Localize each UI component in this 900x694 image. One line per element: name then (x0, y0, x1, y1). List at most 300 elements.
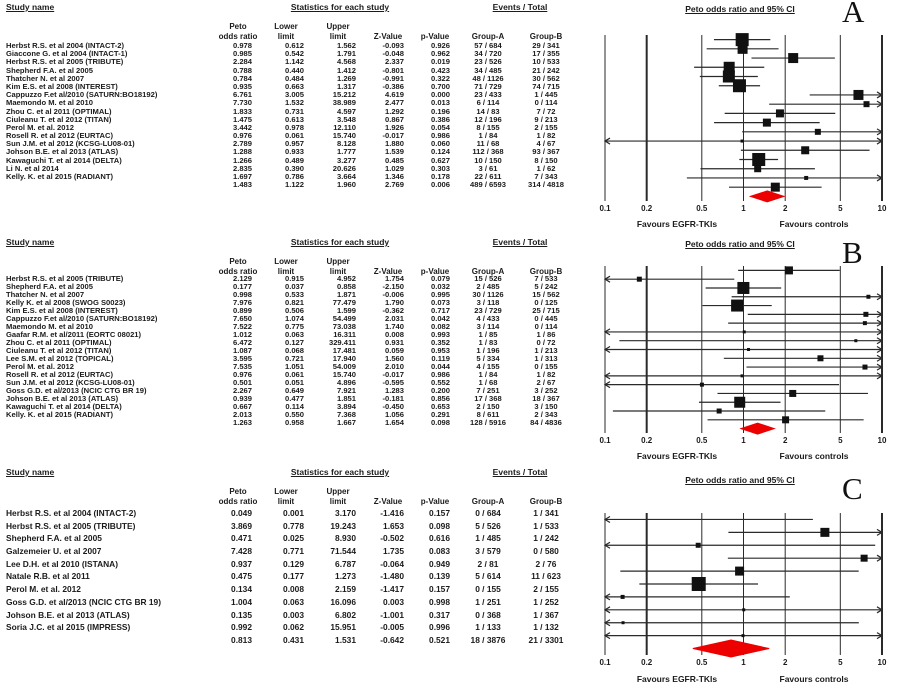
study-name: Soria J.C. et al 2015 (IMPRESS) (6, 622, 131, 633)
summary-row (4, 634, 582, 647)
cell-p_value: 0.044 (430, 363, 450, 371)
cell-p_value: 0.700 (430, 82, 450, 91)
study-name-header: Study name (6, 2, 55, 12)
estimate-marker (815, 129, 821, 135)
study-name: Ciuleanu T. et al 2012 (TITAN) (6, 347, 112, 355)
cell-events_group_a: 34 / 485 (474, 66, 502, 75)
table-row (4, 596, 582, 609)
cell-peto_odds_ratio: 0.976 (232, 371, 252, 379)
cell-p_value: 0.006 (430, 181, 450, 190)
cell-upper_limit: 7.368 (336, 411, 356, 419)
study-name: Herbst R.S. et al 2005 (TRIBUTE) (6, 58, 124, 67)
cell-peto_odds_ratio: 1.288 (232, 148, 252, 157)
cell-peto_odds_ratio: 1.697 (232, 173, 252, 181)
cell-events_group_b: 0 / 114 (534, 99, 558, 108)
cell-peto_odds_ratio: 1.483 (232, 181, 252, 190)
cell-lower_limit: 1.142 (284, 58, 304, 67)
table-row (4, 355, 582, 363)
cell-upper_limit: 71.544 (330, 546, 356, 557)
cell-upper_limit: 1.871 (336, 291, 356, 299)
cell-lower_limit: 0.440 (284, 66, 304, 75)
cell-events_group_a: 489 / 6593 (470, 181, 506, 190)
cell-p_value: 0.200 (430, 387, 450, 395)
plot-title: Peto odds ratio and 95% CI (685, 475, 795, 485)
cell-lower_limit: 0.390 (284, 164, 304, 173)
cell-events_group_a: 7 / 251 (476, 387, 500, 395)
cell-upper_limit: 6.802 (335, 609, 356, 620)
cell-p_value: 0.042 (430, 315, 450, 323)
cell-events_group_b: 8 / 150 (534, 156, 558, 165)
cell-peto_odds_ratio: 1.004 (231, 596, 252, 607)
table-row (4, 403, 582, 411)
cell-peto_odds_ratio: 7.535 (232, 363, 252, 371)
column-headers (4, 480, 582, 506)
cell-events_group_b: 0 / 125 (534, 299, 558, 307)
table-row (4, 75, 582, 83)
cell-z_value: -0.005 (380, 622, 404, 633)
table-row (4, 379, 582, 387)
table-row (4, 299, 582, 307)
panel-a-table (4, 0, 582, 235)
cell-upper_limit: 3.548 (336, 115, 356, 124)
cell-lower_limit: 0.489 (284, 156, 304, 165)
cell-p_value: 0.124 (430, 148, 450, 157)
estimate-marker (622, 621, 625, 624)
cell-z_value: -1.480 (380, 571, 404, 582)
tick-label: 1 (741, 436, 746, 445)
cell-lower_limit: 0.431 (283, 634, 304, 645)
table-row (4, 99, 582, 107)
estimate-marker (754, 165, 761, 172)
tick-label: 0.1 (599, 658, 611, 667)
axis-label-right: Favours controls (779, 674, 849, 684)
tick-label: 2 (782, 436, 788, 445)
cell-peto_odds_ratio: 0.939 (232, 395, 252, 403)
cell-events_group_a: 1 / 196 (476, 347, 500, 355)
estimate-marker (741, 140, 744, 143)
cell-p_value: 0.423 (430, 66, 450, 75)
summary-diamond (750, 191, 784, 202)
summary-row (4, 181, 582, 189)
estimate-marker (741, 374, 744, 377)
table-row (4, 83, 582, 91)
cell-events_group_a: 12 / 196 (474, 115, 502, 124)
cell-lower_limit: 0.114 (285, 403, 304, 411)
cell-events_group_b: 93 / 367 (532, 148, 560, 157)
cell-events_group_a: 71 / 729 (474, 82, 502, 91)
cell-events_group_a: 23 / 433 (474, 91, 502, 100)
cell-z_value: -1.417 (380, 584, 404, 595)
tick-label: 2 (782, 658, 788, 667)
cell-events_group_a: 3 / 61 (478, 164, 498, 173)
table-row (4, 91, 582, 99)
cell-p_value: 0.083 (429, 546, 450, 557)
table-row (4, 507, 582, 520)
tick-label: 10 (877, 436, 887, 445)
cell-p_value: 0.717 (430, 307, 450, 315)
study-rows (4, 275, 582, 427)
study-name: Kawaguchi T. et al 2014 (DELTA) (6, 156, 122, 165)
cell-z_value: 1.346 (384, 173, 404, 181)
cell-lower_limit: 0.051 (284, 379, 304, 387)
cell-z_value: -0.048 (382, 50, 404, 59)
estimate-marker (747, 348, 750, 351)
cell-events_group_b: 10 / 533 (532, 58, 560, 67)
cell-z_value: 1.926 (384, 123, 404, 132)
cell-p_value: 0.995 (430, 291, 450, 299)
cell-upper_limit: 1.531 (335, 634, 356, 645)
study-name: Zhou C. et al 2011 (OPTIMAL) (6, 107, 112, 116)
estimate-marker (731, 300, 743, 312)
cell-p_value: 0.291 (430, 411, 450, 419)
estimate-marker (782, 416, 789, 423)
cell-p_value: 0.032 (430, 283, 450, 291)
estimate-marker (817, 355, 823, 361)
cell-upper_limit: 15.951 (330, 622, 356, 633)
cell-p_value: 0.926 (430, 42, 450, 50)
study-name: Goss G.D. et al/2013 (NCIC CTG BR 19) (6, 387, 147, 395)
cell-lower_limit: 0.477 (284, 395, 304, 403)
cell-peto_odds_ratio: 2.267 (232, 387, 252, 395)
column-headers (4, 250, 582, 276)
cell-upper_limit: 19.243 (330, 520, 356, 531)
cell-z_value: -0.386 (382, 82, 404, 91)
cell-events_group_b: 1 / 213 (534, 347, 558, 355)
axis-label-right: Favours controls (779, 219, 849, 229)
study-name: Johson B.E. et al 2013 (ATLAS) (6, 609, 130, 620)
cell-peto_odds_ratio: 7.522 (232, 323, 252, 331)
table-row (4, 323, 582, 331)
cell-z_value: 0.059 (384, 347, 404, 355)
cell-p_value: 0.856 (430, 395, 450, 403)
cell-peto_odds_ratio: 2.789 (232, 140, 252, 149)
cell-events_group_b: 5 / 242 (534, 283, 558, 291)
estimate-marker (785, 266, 793, 274)
column-header-events_group_b: Group-B (529, 496, 563, 506)
cell-p_value: 0.993 (430, 331, 450, 339)
cell-lower_limit: 0.771 (283, 546, 304, 557)
cell-peto_odds_ratio: 6.472 (232, 339, 252, 347)
cell-events_group_b: 0 / 72 (536, 339, 556, 347)
cell-z_value: -0.991 (382, 74, 404, 83)
cell-peto_odds_ratio: 0.976 (232, 132, 252, 141)
cell-z_value: -0.801 (382, 66, 404, 75)
cell-lower_limit: 0.533 (284, 291, 304, 299)
cell-z_value: -0.181 (382, 395, 404, 403)
cell-z_value: 1.735 (383, 546, 404, 557)
cell-upper_limit: 16.096 (330, 596, 356, 607)
cell-upper_limit: 329.411 (328, 339, 356, 347)
cell-z_value: 2.337 (384, 58, 404, 67)
cell-lower_limit: 0.127 (284, 339, 304, 347)
cell-events_group_a: 1 / 133 (475, 622, 501, 633)
cell-p_value: 0.178 (430, 173, 450, 181)
estimate-marker (863, 312, 868, 317)
cell-events_group_a: 15 / 526 (474, 275, 502, 283)
summary-diamond (693, 640, 769, 657)
panel-letter: A (842, 0, 865, 29)
cell-events_group_b: 1 / 82 (536, 371, 556, 379)
cell-events_group_a: 57 / 684 (474, 42, 502, 50)
cell-z_value: 0.003 (383, 596, 404, 607)
study-rows (4, 42, 582, 189)
cell-events_group_a: 1 / 84 (478, 371, 498, 379)
tick-label: 0.2 (641, 436, 653, 445)
cell-upper_limit: 3.170 (335, 508, 356, 518)
cell-lower_limit: 0.550 (284, 411, 304, 419)
cell-events_group_a: 23 / 729 (474, 307, 502, 315)
column-header-upper_limit: Upper limit (326, 487, 350, 506)
cell-peto_odds_ratio: 3.595 (232, 355, 252, 363)
estimate-marker (743, 330, 746, 333)
cell-p_value: 0.627 (430, 156, 450, 165)
estimate-marker (692, 577, 706, 591)
cell-lower_limit: 0.025 (283, 533, 304, 544)
cell-events_group_a: 2 / 485 (476, 283, 500, 291)
cell-events_group_b: 29 / 341 (532, 42, 560, 50)
estimate-marker (696, 543, 701, 548)
axis-label-left: Favours EGFR-TKIs (636, 219, 718, 229)
table-row (4, 67, 582, 75)
cell-lower_limit: 0.177 (283, 571, 304, 582)
table-row (4, 315, 582, 323)
panel-c (0, 465, 900, 694)
panel-c-plot (596, 465, 896, 694)
estimate-marker (738, 44, 748, 54)
cell-events_group_b: 21 / 242 (532, 66, 560, 75)
cell-peto_odds_ratio: 3.869 (231, 520, 252, 531)
table-row (4, 132, 582, 140)
panel-b-plot (596, 235, 896, 465)
estimate-marker (861, 555, 868, 562)
cell-peto_odds_ratio: 0.788 (232, 66, 252, 75)
study-name: Thatcher N. et al 2007 (6, 74, 85, 83)
table-row (4, 291, 582, 299)
study-name: Maemondo M. et al 2010 (6, 99, 93, 108)
table-header-row (4, 467, 582, 479)
cell-upper_limit: 0.858 (336, 283, 356, 291)
cell-z_value: -0.502 (380, 533, 404, 544)
cell-z_value: -1.416 (380, 508, 404, 518)
column-header-lower_limit: Lower limit (274, 487, 298, 506)
column-header-z_value: Z-Value (373, 31, 403, 41)
cell-p_value: 0.157 (429, 584, 450, 595)
cell-peto_odds_ratio: 1.266 (232, 156, 252, 165)
cell-events_group_b: 0 / 155 (534, 363, 558, 371)
cell-events_group_b: 2 / 67 (536, 379, 556, 387)
tick-label: 5 (838, 204, 843, 213)
plot-title: Peto odds ratio and 95% CI (685, 239, 795, 249)
cell-events_group_b: 1 / 82 (536, 132, 556, 141)
cell-events_group_b: 3 / 252 (534, 387, 558, 395)
cell-z_value: -0.362 (382, 307, 404, 315)
table-row (4, 275, 582, 283)
table-row (4, 609, 582, 622)
column-header-lower_limit: Lower limit (274, 22, 298, 41)
column-header-upper_limit: Upper limit (326, 257, 350, 276)
study-name: Gaafar R.M. et al/2011 (EORTC 08021) (6, 331, 142, 339)
cell-p_value: 0.139 (429, 571, 450, 582)
cell-upper_limit: 2.159 (335, 584, 356, 595)
study-name: Shepherd F.A. et al 2005 (6, 533, 102, 544)
cell-events_group_a: 14 / 83 (476, 107, 500, 116)
cell-upper_limit: 4.896 (336, 379, 356, 387)
tick-label: 0.2 (641, 204, 653, 213)
study-name: Kelly. K. et al 2015 (RADIANT) (6, 411, 114, 419)
estimate-marker (737, 282, 749, 294)
tick-label: 10 (877, 658, 887, 667)
cell-p_value: 0.322 (430, 74, 450, 83)
study-name: Natale R.B. et al 2011 (6, 571, 90, 582)
cell-events_group_b: 1 / 62 (536, 164, 556, 173)
table-row (4, 411, 582, 419)
cell-events_group_a: 18 / 3876 (470, 634, 506, 645)
table-row (4, 307, 582, 315)
cell-p_value: 0.054 (430, 123, 450, 132)
cell-p_value: 0.317 (429, 609, 450, 620)
study-name: Cappuzzo F.et al/2010 (SATURN:BO18192) (6, 315, 158, 323)
cell-z_value: 1.740 (384, 323, 404, 331)
cell-events_group_b: 1 / 252 (533, 596, 559, 607)
table-row (4, 108, 582, 116)
tick-label: 1 (741, 658, 746, 667)
study-name: Lee D.H. et al 2010 (ISTANA) (6, 558, 119, 569)
cell-z_value: 2.031 (384, 315, 404, 323)
cell-p_value: 0.079 (430, 275, 450, 283)
cell-lower_limit: 0.061 (284, 371, 304, 379)
estimate-marker (804, 176, 808, 180)
cell-peto_odds_ratio: 0.978 (232, 42, 252, 50)
cell-events_group_b: 7 / 533 (534, 275, 558, 283)
cell-p_value: 0.352 (430, 339, 450, 347)
estimate-marker (742, 634, 745, 637)
study-name: Perol M. et al. 2012 (6, 363, 74, 371)
cell-peto_odds_ratio: 0.049 (231, 508, 252, 518)
cell-z_value: -0.017 (382, 132, 404, 141)
cell-p_value: 0.962 (430, 50, 450, 59)
cell-lower_limit: 0.061 (284, 132, 304, 141)
cell-events_group_a: 6 / 114 (476, 99, 500, 108)
cell-events_group_a: 0 / 684 (475, 508, 501, 518)
study-name (4, 634, 216, 647)
cell-peto_odds_ratio: 0.471 (231, 533, 252, 544)
cell-lower_limit: 0.003 (283, 609, 304, 620)
estimate-marker (853, 90, 863, 100)
cell-events_group_b: 1 / 132 (533, 622, 559, 633)
cell-events_group_b: 1 / 367 (533, 609, 559, 620)
summary-row (4, 419, 582, 427)
cell-events_group_b: 0 / 114 (534, 323, 558, 331)
table-row (4, 545, 582, 558)
cell-events_group_a: 34 / 720 (474, 50, 502, 59)
cell-z_value: 4.619 (384, 91, 404, 100)
study-name: Cappuzzo F.et al/2010 (SATURN:BO18192) (6, 91, 158, 100)
study-name: Thatcher N. et al 2007 (6, 291, 85, 299)
cell-events_group_a: 11 / 68 (476, 140, 500, 149)
cell-lower_limit: 0.037 (284, 283, 304, 291)
cell-events_group_a: 1 / 85 (478, 331, 498, 339)
cell-upper_limit: 17.940 (332, 355, 356, 363)
cell-upper_limit: 4.952 (336, 275, 356, 283)
cell-p_value: 0.386 (430, 115, 450, 124)
cell-z_value: 1.283 (384, 387, 404, 395)
cell-events_group_a: 8 / 155 (476, 123, 500, 132)
study-name: Goss G.D. et al/2013 (NCIC CTG BR 19) (6, 596, 161, 607)
cell-lower_limit: 0.008 (283, 584, 304, 595)
study-name: Rosell R. et al 2012 (EURTAC) (6, 132, 114, 141)
events-header: Events / Total (492, 2, 548, 12)
estimate-marker (788, 53, 798, 63)
study-name-header: Study name (6, 467, 55, 477)
panel-letter: C (842, 471, 863, 506)
cell-events_group_b: 1 / 242 (533, 533, 559, 544)
study-name: Zhou C. et al 2011 (OPTIMAL) (6, 339, 112, 347)
cell-z_value: 1.880 (384, 140, 404, 149)
study-name: Galzemeier U. et al 2007 (6, 546, 102, 557)
cell-upper_limit: 8.930 (335, 533, 356, 544)
estimate-marker (863, 321, 867, 325)
table-header-row (4, 237, 582, 249)
cell-events_group_a: 2 / 150 (476, 403, 500, 411)
table-row (4, 347, 582, 355)
cell-upper_limit: 73.038 (332, 323, 356, 331)
cell-upper_limit: 1.599 (336, 307, 356, 315)
study-name: Ciuleanu T. et al 2012 (TITAN) (6, 115, 112, 124)
cell-peto_odds_ratio: 7.730 (232, 99, 252, 108)
panel-b-table (4, 235, 582, 465)
column-header-events_group_b: Group-B (529, 31, 563, 41)
cell-p_value: 0.098 (430, 419, 450, 427)
cell-lower_limit: 0.957 (284, 140, 304, 149)
cell-peto_odds_ratio: 1.833 (232, 107, 252, 116)
estimate-marker (771, 183, 780, 192)
cell-upper_limit: 15.212 (332, 91, 356, 100)
cell-lower_limit: 0.129 (283, 558, 304, 569)
cell-z_value: 1.029 (384, 164, 404, 173)
cell-upper_limit: 3.894 (336, 403, 356, 411)
cell-upper_limit: 1.273 (335, 571, 356, 582)
table-row (4, 173, 582, 181)
study-name (4, 181, 216, 189)
cell-events_group_b: 2 / 155 (534, 123, 558, 132)
column-header-peto_odds_ratio: Peto odds ratio (218, 22, 258, 41)
cell-peto_odds_ratio: 0.899 (232, 307, 252, 315)
study-rows (4, 507, 582, 647)
cell-p_value: 0.303 (430, 164, 450, 173)
panel-letter: B (842, 235, 863, 270)
cell-lower_limit: 0.506 (284, 307, 304, 315)
cell-z_value: 1.560 (384, 355, 404, 363)
estimate-marker (621, 595, 625, 599)
cell-peto_odds_ratio: 1.263 (232, 419, 252, 427)
column-header-p_value: p-Value (420, 31, 450, 41)
study-name: Perol M. et al. 2012 (6, 123, 74, 132)
study-name: Herbst R.S. et al 2004 (INTACT-2) (6, 508, 137, 518)
cell-p_value: 0.949 (429, 558, 450, 569)
column-headers (4, 15, 582, 41)
cell-events_group_b: 1 / 313 (534, 355, 558, 363)
panel-b (0, 235, 900, 465)
study-name: Giaccone G. et al 2004 (INTACT-1) (6, 50, 128, 59)
cell-p_value: 0.119 (431, 355, 450, 363)
tick-label: 1 (741, 204, 746, 213)
tick-label: 0.5 (696, 436, 708, 445)
cell-lower_limit: 0.786 (284, 173, 304, 181)
cell-peto_odds_ratio: 0.937 (231, 558, 252, 569)
cell-upper_limit: 1.269 (336, 74, 356, 83)
statistics-header: Statistics for each study (290, 2, 390, 12)
table-row (4, 165, 582, 173)
